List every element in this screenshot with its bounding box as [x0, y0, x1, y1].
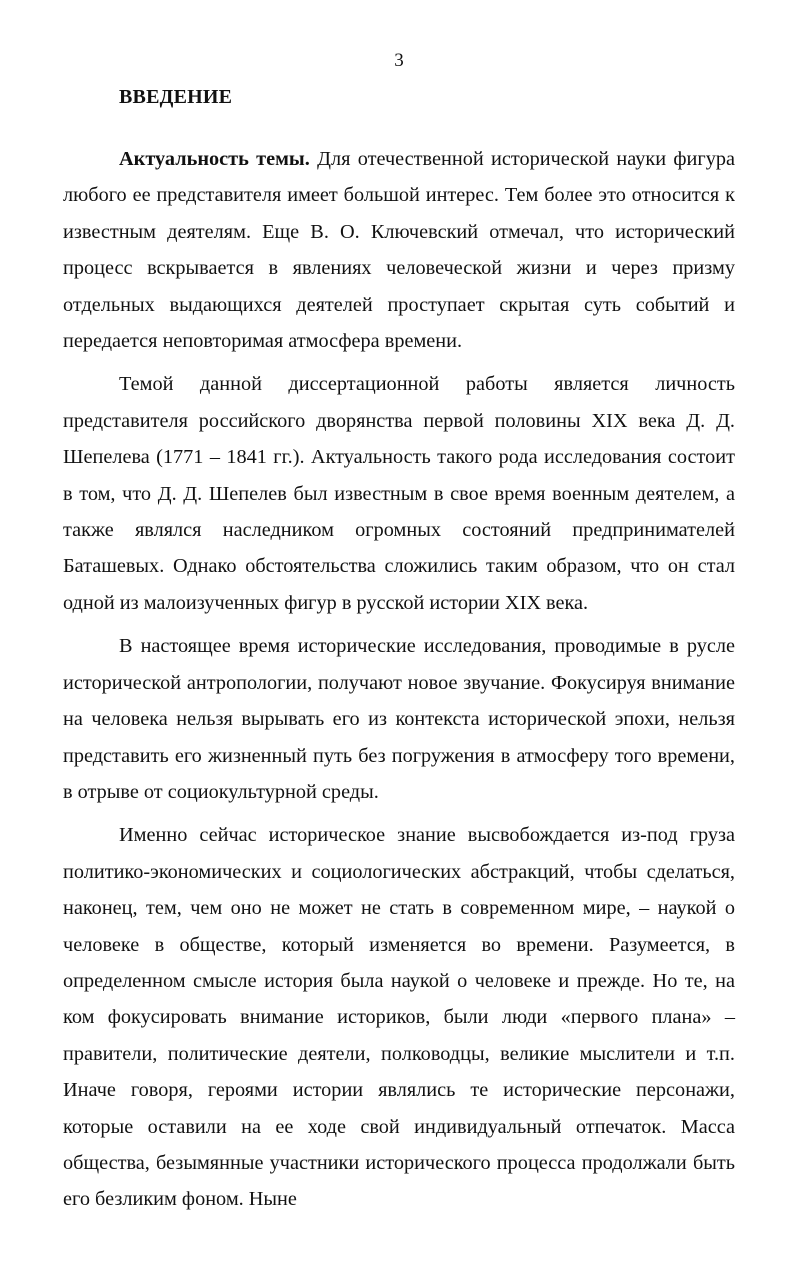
- paragraph-relevance: [63, 141, 735, 359]
- paragraph-text: Именно сейчас историческое знание высвобождается из-под груза политико-экономических и социологических абстракций, чтобы сделаться, наконец, тем, чем оно не может не стать в современном мире, – наукой о человеке в обществе, который изменяется во времени. Разумеется, в определенном смысле история была наукой о человеке и прежде. Но те, на ком фокусировать внимание историков, были люди «первого плана» – правители, политические деятели, полководцы, великие мыслители и т.п. Иначе говоря, героями истории являлись те исторические персонажи, которые оставили на ее ходе свой индивидуальный отпечаток. Масса общества, безымянные участники исторического процесса продолжали быть его безликим фоном. Ныне: [63, 824, 735, 1211]
- paragraph-lead: Актуальность темы.: [119, 148, 310, 170]
- paragraph-text: Для отечественной исторической науки фигура любого ее представителя имеет большой интерес. Тем более это относится к известным деятелям. Еще В. О. Ключевский отмечал, что исторический процесс вскрывается в явлениях человеческой жизни и через призму отдельных выдающихся деятелей проступает скрытая суть событий и передается неповторимая атмосфера времени.: [63, 148, 736, 353]
- paragraph-topic: [63, 366, 735, 621]
- page-number: 3: [394, 50, 404, 71]
- paragraph-text: В настоящее время исторические исследования, проводимые в русле исторической антропологии, получают новое звучание. Фокусируя внимание на человека нельзя вырывать его из контекста исторической эпохи, нельзя представить его жизненный путь без погружения в атмосферу того времени, в отрыве от социокультурной среды.: [63, 635, 735, 803]
- body-text: [63, 141, 735, 1218]
- paragraph-anthropology: [63, 628, 735, 810]
- section-heading: ВВЕДЕНИЕ: [119, 86, 233, 108]
- paragraph-text: Темой данной диссертационной работы является личность представителя российского дворянства первой половины XIX века Д. Д. Шепелева (1771 – 1841 гг.). Актуальность такого рода исследования состоит в том, что Д. Д. Шепелев был известным в свое время военным деятелем, а также являлся наследником огромных состояний предпринимателей Баташевых. Однако обстоятельства сложились таким образом, что он стал одной из малоизученных фигур в русской истории XIX века.: [63, 373, 735, 614]
- paragraph-history: [63, 817, 735, 1217]
